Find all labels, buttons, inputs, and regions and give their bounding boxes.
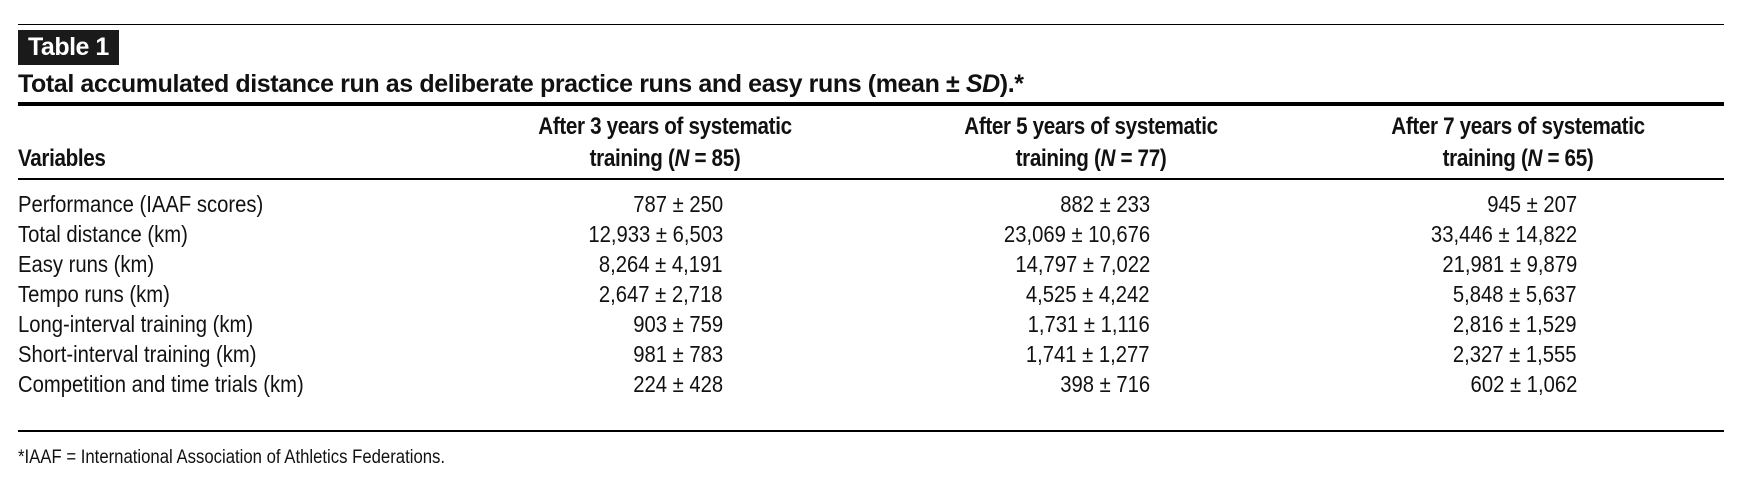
header-col-7y-line2 (1337, 143, 1698, 175)
row-value-col1: 2,647 ± 2,718 (599, 281, 723, 307)
header-col-7y (1337, 111, 1698, 175)
row-value-col2: 1,731 ± 1,116 (1027, 311, 1150, 337)
header-top-rule (18, 102, 1724, 106)
row-value-col3: 5,848 ± 5,637 (1453, 281, 1577, 307)
header-col-3y-suffix: = 85) (689, 145, 741, 172)
table-row (18, 338, 1724, 371)
table-row (18, 218, 1724, 251)
table-row (18, 188, 1724, 221)
header-col-3y-line2 (484, 143, 845, 175)
header-col-5y-suffix: = 77) (1115, 145, 1167, 172)
row-value-col2: 882 ± 233 (1060, 191, 1150, 217)
header-variables: Variables (18, 145, 106, 172)
caption-italic: SD (965, 70, 1000, 98)
table-row (18, 368, 1724, 401)
row-label: Performance (IAAF scores) (18, 191, 264, 217)
row-label: Easy runs (km) (18, 251, 155, 277)
row-label: Short-interval training (km) (18, 341, 257, 367)
row-value-col2: 1,741 ± 1,277 (1026, 341, 1150, 367)
header-col-7y-n: N (1527, 145, 1543, 172)
table-footnote: *IAAF = International Association of Athletics Federations. (18, 447, 446, 468)
header-col-7y-line1: After 7 years of systematic (1391, 113, 1645, 140)
row-value-col2: 398 ± 716 (1060, 371, 1150, 397)
table-bottom-rule (18, 430, 1724, 432)
row-value-col2: 14,797 ± 7,022 (1015, 251, 1150, 277)
row-value-col1: 903 ± 759 (633, 311, 723, 337)
header-col-7y-prefix: training ( (1442, 145, 1528, 172)
row-label: Tempo runs (km) (18, 281, 170, 307)
caption-end: ).* (999, 70, 1024, 98)
row-value-col3: 2,816 ± 1,529 (1453, 311, 1577, 337)
caption-text: Total accumulated distance run as deliberate practice runs and easy runs (mean ± (18, 70, 966, 98)
row-value-col1: 12,933 ± 6,503 (588, 221, 723, 247)
header-col-5y-line1: After 5 years of systematic (964, 113, 1218, 140)
row-label: Long-interval training (km) (18, 311, 254, 337)
table-label: Table 1 (18, 30, 119, 65)
header-col-5y-n: N (1100, 145, 1116, 172)
header-col-3y (484, 111, 845, 175)
header-bottom-rule (18, 178, 1724, 180)
top-rule (18, 24, 1724, 25)
row-value-col3: 2,327 ± 1,555 (1453, 341, 1577, 367)
row-value-col1: 224 ± 428 (633, 371, 723, 397)
row-value-col1: 981 ± 783 (633, 341, 723, 367)
header-col-5y-prefix: training ( (1015, 145, 1101, 172)
header-col-7y-suffix: = 65) (1542, 145, 1594, 172)
row-value-col3: 21,981 ± 9,879 (1442, 251, 1577, 277)
row-value-col2: 4,525 ± 4,242 (1026, 281, 1150, 307)
header-col-5y (910, 111, 1271, 175)
row-value-col3: 945 ± 207 (1487, 191, 1577, 217)
header-col-3y-line1: After 3 years of systematic (538, 113, 792, 140)
row-value-col3: 602 ± 1,062 (1470, 371, 1577, 397)
row-label: Total distance (km) (18, 221, 188, 247)
row-label: Competition and time trials (km) (18, 371, 304, 397)
row-value-col3: 33,446 ± 14,822 (1430, 221, 1577, 247)
row-value-col2: 23,069 ± 10,676 (1003, 221, 1150, 247)
header-col-3y-prefix: training ( (589, 145, 675, 172)
table-caption (18, 68, 1024, 100)
row-value-col1: 8,264 ± 4,191 (599, 251, 723, 277)
table-row (18, 308, 1724, 341)
header-col-3y-n: N (674, 145, 690, 172)
header-col-5y-line2 (910, 143, 1271, 175)
table-row (18, 248, 1724, 281)
table-row (18, 278, 1724, 311)
row-value-col1: 787 ± 250 (633, 191, 723, 217)
